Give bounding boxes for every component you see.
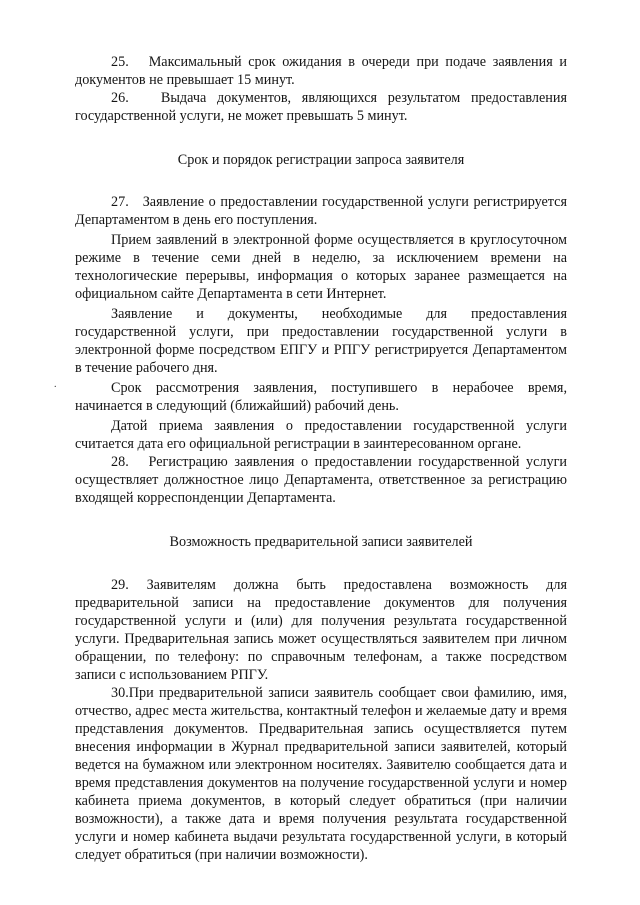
paragraph-30: 30.При предварительной записи заявитель сообщает свои фамилию, имя, отчество, адрес места жительства, контактный телефон и желаемые дату и время представления документов. Предварительная запись осуществляется путем внесения информации в Журнал предварительной записи заявителей, который ведется на бумажном или электронном носителях. Заявителю сообщается дата и время представления документов на получение государственной услуги и номер кабинета приема документов, в который следует обратиться (при наличии возможности), а также дата и время получения результата государственной услуги и номер кабинета выдачи результата государственной услуги, в который следует обратиться (при наличии возможности). (75, 685, 567, 863)
section-heading-registration: Срок и порядок регистрации запроса заявителя (177, 152, 465, 168)
paragraph-25: 25. Максимальный срок ожидания в очереди при подаче заявления и документов не превышает 15 минут. (75, 54, 567, 88)
paragraph-27-date: Датой приема заявления о предоставлении государственной услуги считается дата его официальной регистрации в заинтересованном органе. (75, 418, 567, 452)
paragraph-27-documents: Заявление и документы, необходимые для предоставления государственной услуги, при предоставлении государственной услуги в электронной форме посредством ЕПГУ и РПГУ регистрируется Департаментом в течение рабочего дня. (75, 306, 567, 376)
paragraph-29: 29. Заявителям должна быть предоставлена возможность для предварительной записи на предоставление документов для получения государственной услуги и (или) для получения результата государственной услуги. Предварительная запись может осуществляться заявителем при личном обращении, по телефону: по справочным телефонам, а также посредством записи с использованием РПГУ. (75, 577, 567, 683)
section-heading-preregistration: Возможность предварительной записи заявителей (169, 534, 473, 550)
margin-mark: . (54, 379, 57, 390)
paragraph-28: 28. Регистрацию заявления о предоставлении государственной услуги осуществляет должностное лицо Департамента, ответственное за регистрацию входящей корреспонденции Департамента. (75, 454, 567, 506)
paragraph-27: 27. Заявление о предоставлении государственной услуги регистрируется Департаментом в день его поступления. (75, 194, 567, 228)
paragraph-26: 26. Выдача документов, являющихся результатом предоставления государственной услуги, не может превышать 5 минут. (75, 90, 567, 124)
paragraph-27-electronic: Прием заявлений в электронной форме осуществляется в круглосуточном режиме в течение семи дней в неделю, за исключением времени на технологические перерывы, информация о которых заранее размещается на официальном сайте Департамента в сети Интернет. (75, 232, 567, 302)
document-body (75, 53, 567, 864)
paragraph-27-nonworking: Срок рассмотрения заявления, поступившего в нерабочее время, начинается в следующий (ближайший) рабочий день. (75, 380, 567, 414)
